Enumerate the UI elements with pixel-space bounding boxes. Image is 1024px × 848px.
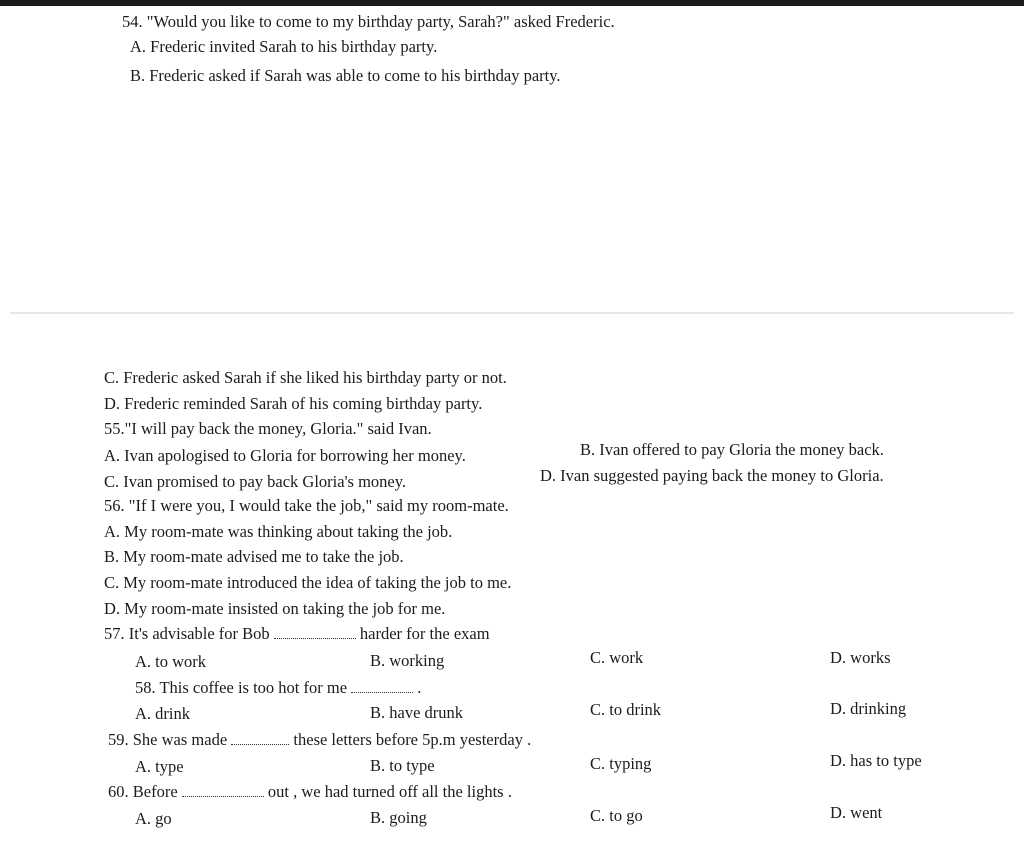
- q58-stem: [135, 678, 421, 698]
- q60-option-d: D. went: [830, 803, 883, 822]
- q56-stem: 56. "If I were you, I would take the job," said my room-mate.: [104, 496, 509, 515]
- q60-option-c: C. to go: [590, 806, 643, 825]
- q56-option-d: D. My room-mate insisted on taking the job for me.: [104, 599, 446, 618]
- q57-option-c: C. work: [590, 648, 644, 667]
- q57-stem-before: 57. It's advisable for Bob: [104, 624, 270, 643]
- q59-stem-after: these letters before 5p.m yesterday .: [293, 730, 532, 749]
- q58-option-c: C. to drink: [590, 700, 662, 719]
- q60-stem-before: 60. Before: [108, 782, 178, 801]
- q55-option-a: A. Ivan apologised to Gloria for borrowing her money.: [104, 446, 466, 465]
- q54-option-b: B. Frederic asked if Sarah was able to come to his birthday party.: [130, 66, 561, 85]
- q56-option-a: A. My room-mate was thinking about taking the job.: [104, 522, 453, 541]
- q58-option-b: B. have drunk: [370, 703, 464, 722]
- q57-option-a: A. to work: [135, 652, 207, 671]
- q59-stem-before: 59. She was made: [108, 730, 228, 749]
- q58-blank: [351, 680, 413, 693]
- q59-option-d: D. has to type: [830, 751, 922, 770]
- q60-option-b: B. going: [370, 808, 427, 827]
- q60-blank: [182, 784, 264, 797]
- q57-stem-after: harder for the exam: [359, 624, 490, 643]
- q59-option-a: A. type: [135, 757, 184, 776]
- q58-stem-after: .: [417, 678, 422, 697]
- q59-stem: [108, 730, 531, 750]
- q55-option-b: B. Ivan offered to pay Gloria the money back.: [580, 440, 884, 459]
- q55-option-d: D. Ivan suggested paying back the money to Gloria.: [540, 466, 884, 485]
- q54-option-d: D. Frederic reminded Sarah of his coming birthday party.: [104, 394, 483, 413]
- q55-stem: 55."I will pay back the money, Gloria." said Ivan.: [104, 419, 432, 438]
- q55-option-c: C. Ivan promised to pay back Gloria's money.: [104, 472, 407, 491]
- photo-top-edge: [0, 0, 1024, 6]
- q57-stem: [104, 624, 490, 644]
- q54-option-c: C. Frederic asked Sarah if she liked his birthday party or not.: [104, 368, 507, 387]
- q60-option-a: A. go: [135, 809, 172, 828]
- q57-blank: [274, 626, 356, 639]
- q59-option-b: B. to type: [370, 756, 435, 775]
- q60-stem: [108, 782, 512, 802]
- q54-stem: 54. "Would you like to come to my birthday party, Sarah?" asked Frederic.: [122, 12, 615, 31]
- q57-option-b: B. working: [370, 651, 445, 670]
- q58-option-a: A. drink: [135, 704, 190, 723]
- q58-stem-before: 58. This coffee is too hot for me: [135, 678, 348, 697]
- page-separator: [10, 312, 1014, 314]
- q57-option-d: D. works: [830, 648, 891, 667]
- q59-blank: [231, 732, 289, 745]
- q56-option-c: C. My room-mate introduced the idea of taking the job to me.: [104, 573, 512, 592]
- q60-stem-after: out , we had turned off all the lights .: [267, 782, 512, 801]
- q54-option-a: A. Frederic invited Sarah to his birthday party.: [130, 37, 438, 56]
- q56-option-b: B. My room-mate advised me to take the job.: [104, 547, 404, 566]
- q59-option-c: C. typing: [590, 754, 652, 773]
- q58-option-d: D. drinking: [830, 699, 907, 718]
